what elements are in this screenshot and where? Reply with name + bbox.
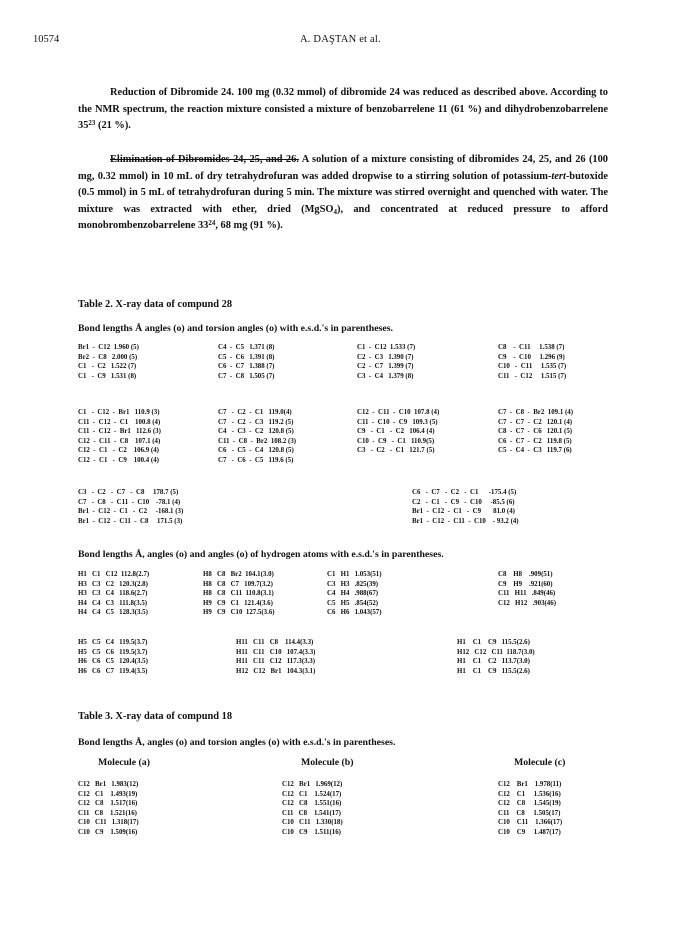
bond-angle-column: C7 - C2 - C1 119.0(4) C7 - C2 - C3 119.2 (5) C4 - C3 - C2 120.8 (5) C11 - C8 - Br2 108.2 (3) C6 - C5 - C4 120.8 (5) C7 - C6 - C5 119.6 (5) bbox=[218, 409, 297, 464]
paragraph-text: (21 %). bbox=[95, 120, 131, 131]
bond-angle-column: C12 - C11 - C10 107.8 (4) C11 - C10 - C9 109.3 (5) C9 - C1 - C2 106.4 (4) C10 - C9 - C1 110.9(5) C3 - C2 - C1 121.7 (5) bbox=[357, 409, 440, 455]
table3-title: Table 3. X-ray data of compund 18 bbox=[78, 711, 233, 722]
torsion-angle-column: C3 - C2 - C7 - C8 178.7 (5) C7 - C8 - C11 - C10 -78.1 (4) Br1 - C12 - C1 - C2 -168.1 (3) Br1 - C12 - C11 - C8 171.5 (3) bbox=[78, 489, 184, 525]
bond-length-column: C1 - C12 1.533 (7) C2 - C3 1.390 (7) C2 - C7 1.399 (7) C3 - C4 1.379 (8) bbox=[357, 344, 416, 380]
paragraph-title: Reduction of Dibromide 24. bbox=[110, 87, 234, 98]
paragraph-text: -butoxide (0.5 mmol) in 5 mL of tetrahydrofuran during 5 min. The mixture was stirred overnight and quenched with water. The mixture was extracted with ether, dried (MgSO bbox=[78, 170, 608, 215]
table2-title: Table 2. X-ray data of compund 28 bbox=[78, 299, 233, 310]
reference-superscript: 23 bbox=[88, 119, 96, 127]
hydrogen-angle-column: H1 C1 C9 115.5(2.6) H12 C12 C11 118.7(3.0) H1 C1 C2 113.7(3.0) H1 C1 C9 115.5(2.6) bbox=[457, 639, 535, 675]
hydrogen-angle-column: H5 C5 C4 119.5(3.7) H5 C5 C6 119.5(3.7) H6 C6 C5 120.4(3.5) H6 C6 C7 119.4(3.5) bbox=[78, 639, 148, 675]
paragraph-text: 100 mg (0.32 mmol) of dibromide 24 was reduced as described above. According to the NMR spectrum, the reaction mixture consisted a mixture of benzobarrelene 11 (61 %) and dihydrobenzobarrelene 35 bbox=[78, 87, 608, 131]
hydrogen-angle-column: H1 C1 C12 112.8(2.7) H3 C3 C2 120.3(2.8) H3 C3 C4 118.6(2.7) H4 C4 C3 111.8(3.5) H4 C4 C5 128.3(3.5) bbox=[78, 571, 150, 617]
molecule-c-bond-column: C12 Br1 1.978(11) C12 C1 1.536(16) C12 C8 1.545(19) C11 C8 1.505(17) C10 C11 1.366(17) C10 C9 1.487(17) bbox=[498, 781, 563, 836]
table2-hydrogen-subtitle: Bond lengths Å, angles (o) and angles (o) of hydrogen atoms with e.s.d.'s in parentheses. bbox=[78, 549, 444, 560]
molecule-b-heading: Molecule (b) bbox=[301, 757, 354, 768]
paragraph-text: , 68 mg (91 %). bbox=[215, 220, 283, 231]
molecule-a-bond-column: C12 Br1 1.983(12) C12 C1 1.493(19) C12 C8 1.517(16) C11 C8 1.521(16) C10 C11 1.318(17) C10 C9 1.509(16) bbox=[78, 781, 139, 836]
torsion-angle-column: C6 - C7 - C2 - C1 -175.4 (5) C2 - C1 - C9 - C10 -85.5 (6) Br1 - C12 - C1 - C9 81.0 (4) Br1 - C12 - C11 - C10 - 93.2 (4) bbox=[412, 489, 519, 525]
molecule-c-heading: Molecule (c) bbox=[514, 757, 566, 768]
bond-angle-column: C7 - C8 - Br2 109.1 (4) C7 - C7 - C2 120.1 (4) C8 - C7 - C6 120.1 (5) C6 - C7 - C2 119.8 (5) C5 - C4 - C3 119.7 (6) bbox=[498, 409, 574, 455]
paragraph-text: A solution of a mixture consisting of dibromides 24, 25, and 26 (100 mg, 0.32 mmol) in 10 mL of dry tetrahydrofuran was added dropwise to a stirring solution of potassium- bbox=[78, 154, 608, 182]
page-number: 10574 bbox=[33, 34, 60, 45]
hydrogen-angle-column: H8 C8 Br2 104.1(3.0) H8 C8 C7 109.7(3.2) H8 C8 C11 110.8(3.1) H9 C9 C1 121.4(3.6) H9 C9 C10 127.5(3.6) bbox=[203, 571, 275, 617]
bond-length-column: Br1 - C12 1.960 (5) Br2 - C8 2.000 (5) C1 - C2 1.522 (7) C1 - C9 1.531 (8) bbox=[78, 344, 139, 380]
paragraph-title: Elimination of Dibromides 24, 25, and 26. bbox=[110, 154, 299, 165]
paragraph-reduction bbox=[78, 85, 608, 135]
italic-text: tert bbox=[551, 170, 566, 182]
bond-length-column: C8 - C11 1.538 (7) C9 - C10 1.296 (9) C10 - C11 1.535 (7) C11 - C12 1.515 (7) bbox=[498, 344, 567, 380]
bond-angle-column: C1 - C12 - Br1 110.9 (3) C11 - C12 - C1 100.8 (4) C11 - C12 - Br1 112.6 (3) C12 - C11 - C8 107.1 (4) C12 - C1 - C2 106.9 (4) C12 - C1 - C9 100.4 (4) bbox=[78, 409, 161, 464]
reference-superscript: 24 bbox=[208, 219, 216, 227]
paragraph-elimination bbox=[78, 152, 608, 235]
molecule-b-bond-column: C12 Br1 1.969(12) C12 C1 1.524(17) C12 C8 1.551(16) C11 C8 1.541(17) C10 C11 1.330(18) C10 C9 1.511(16) bbox=[282, 781, 343, 836]
running-header-author: A. DAŞTAN et al. bbox=[300, 34, 381, 45]
subscript: 4 bbox=[333, 207, 337, 216]
paragraph-text: ), and concentrated at reduced pressure to afford monobrombenzobarrelene 33 bbox=[78, 203, 609, 231]
hydrogen-angle-column: H11 C11 C8 114.4(3.3) H11 C11 C10 107.4(3.3) H11 C11 C12 117.3(3.3) H12 C12 Br1 104.3(3.1) bbox=[236, 639, 316, 675]
molecule-a-heading: Molecule (a) bbox=[98, 757, 150, 768]
bond-length-column: C4 - C5 1.371 (8) C5 - C6 1.391 (8) C6 - C7 1.388 (7) C7 - C8 1.505 (7) bbox=[218, 344, 275, 380]
hydrogen-bond-column: C1 H1 1.053(51) C3 H3 .825(39) C4 H4 .988(67) C5 H5 .854(52) C6 H6 1.043(57) bbox=[327, 571, 382, 617]
hydrogen-bond-column: C8 H8 .909(51) C9 H9 .921(60) C11 H11 .849(46) C12 H12 .903(46) bbox=[498, 571, 556, 607]
table2-subtitle: Bond lengths Å angles (o) and torsion angles (o) with e.s.d.'s in parentheses. bbox=[78, 323, 393, 334]
table3-subtitle: Bond lengths Å, angles (o) and torsion angles (o) with e.s.d.'s in parentheses. bbox=[78, 737, 396, 748]
